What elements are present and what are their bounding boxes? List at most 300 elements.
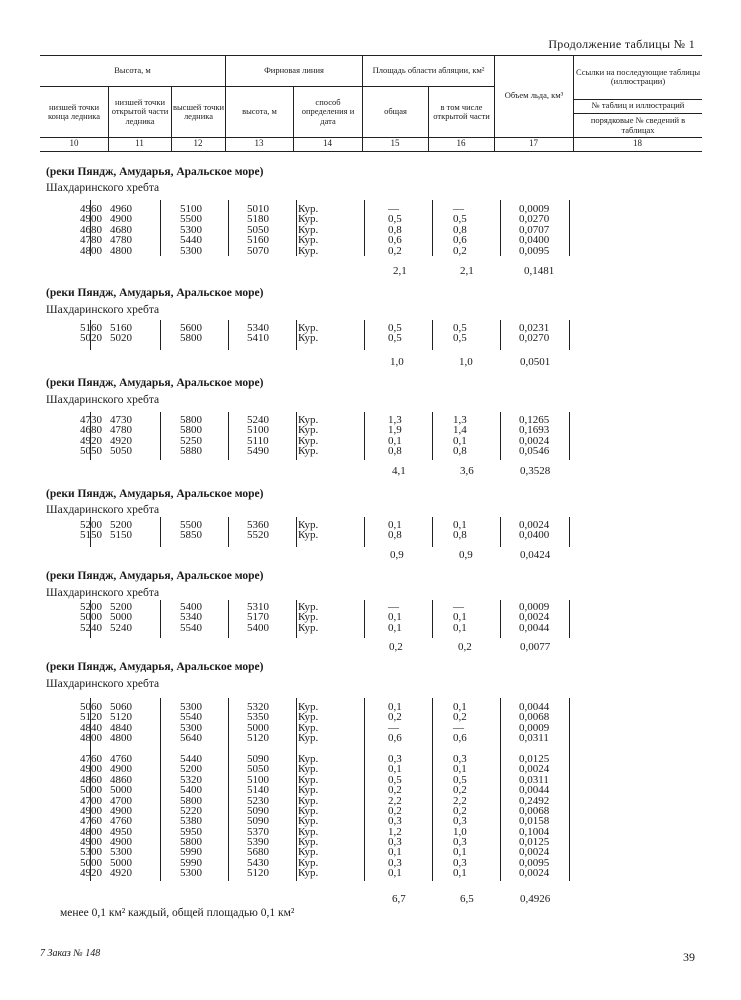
ablation-area: 0,2 <box>388 804 402 817</box>
low-open-height: 5060 <box>110 701 132 713</box>
low-open-height: 5200 <box>110 601 132 613</box>
ablation-area: 0,2 <box>388 244 402 257</box>
section-subtitle: Шахдаринского хребта <box>46 304 160 316</box>
high-point-height: 5540 <box>180 711 202 724</box>
ice-volume: 0,0024 <box>519 434 550 447</box>
high-point-height: 5800 <box>180 332 202 345</box>
firn-method: Кур. <box>298 701 319 713</box>
total-ice-volume: 0,0501 <box>520 356 551 368</box>
ablation-open-area: 0,1 <box>453 611 467 624</box>
high-point-height: 5440 <box>180 752 202 765</box>
data-block <box>40 324 702 345</box>
col18-subheader-numbers: № таблиц и иллюстраций <box>591 100 685 111</box>
table-row <box>40 447 702 457</box>
ablation-open-area: 0,1 <box>453 763 467 776</box>
firn-method: Кур. <box>298 752 319 765</box>
low-end-height: 4860 <box>80 773 102 786</box>
ablation-open-area: 0,1 <box>453 867 467 880</box>
table-row <box>40 205 702 215</box>
low-open-height: 5200 <box>110 519 132 531</box>
firn-height: 5400 <box>247 621 269 634</box>
firn-height: 5100 <box>247 424 269 437</box>
low-open-height: 4780 <box>110 424 132 437</box>
total-ice-volume: 0,4926 <box>520 893 551 905</box>
firn-height: 5000 <box>247 721 269 734</box>
table-row <box>40 603 702 613</box>
firn-method: Кур. <box>298 332 319 345</box>
ice-volume: 0,0044 <box>519 621 550 634</box>
low-open-height: 4950 <box>110 825 132 838</box>
ablation-area: 0,1 <box>388 846 402 859</box>
low-end-height: 4800 <box>80 825 102 838</box>
firn-method: Кур. <box>298 825 319 838</box>
table-row <box>40 236 702 246</box>
table-row <box>40 838 702 848</box>
table-row <box>40 416 702 426</box>
high-point-height: 5640 <box>180 732 202 745</box>
ablation-area: 0,5 <box>388 773 402 786</box>
ice-volume: 0,0311 <box>519 732 549 745</box>
total-ice-volume: 0,3528 <box>520 465 551 477</box>
total-area: 2,1 <box>393 265 407 277</box>
low-end-height: 4680 <box>80 223 102 236</box>
col17-header: Объем льда, км³ <box>504 90 564 101</box>
low-open-height: 4760 <box>110 815 132 828</box>
ice-volume: 0,0546 <box>519 445 550 458</box>
low-open-height: 5150 <box>110 529 132 542</box>
firn-height: 5680 <box>247 846 269 859</box>
ice-volume: 0,0024 <box>519 867 550 880</box>
low-end-height: 5000 <box>80 784 102 797</box>
firn-height: 5240 <box>247 414 269 426</box>
high-point-height: 5800 <box>180 794 202 807</box>
low-end-height: 5050 <box>80 445 102 458</box>
footnote: менее 0,1 км² каждый, общей площадью 0,1 км² <box>60 907 295 919</box>
table-header <box>40 55 702 151</box>
low-end-height: 4900 <box>80 804 102 817</box>
ablation-area: 0,1 <box>388 867 402 880</box>
firn-height: 5050 <box>247 223 269 236</box>
firn-height: 5310 <box>247 601 269 613</box>
table-row <box>40 817 702 827</box>
col18-header: Ссылки на последующие таблицы (иллюстрации) <box>575 66 701 86</box>
ablation-area: 0,6 <box>388 234 402 247</box>
low-end-height: 4780 <box>80 234 102 247</box>
table-row <box>40 721 702 734</box>
table-row <box>40 856 702 869</box>
data-block <box>40 205 702 257</box>
ablation-open-area: 0,2 <box>453 804 467 817</box>
low-end-height: 5240 <box>80 621 102 634</box>
col10-header: низшей точки конца ледника <box>47 101 101 121</box>
ablation-open-area: 0,3 <box>453 856 467 869</box>
low-end-height: 4900 <box>80 763 102 776</box>
ice-volume: 0,0400 <box>519 529 550 542</box>
firn-method: Кур. <box>298 867 319 880</box>
low-open-height: 4700 <box>110 794 132 807</box>
low-open-height: 4680 <box>110 223 132 236</box>
ablation-open-area: — <box>453 203 464 215</box>
ablation-open-area: 0,1 <box>453 434 467 447</box>
firn-method: Кур. <box>298 414 319 426</box>
table-row <box>40 794 702 807</box>
firn-height: 5370 <box>247 825 269 838</box>
firn-method: Кур. <box>298 732 319 745</box>
high-point-height: 5800 <box>180 414 202 426</box>
low-end-height: 5000 <box>80 856 102 869</box>
ablation-area: 0,2 <box>388 711 402 724</box>
ice-volume: 0,0009 <box>519 721 550 734</box>
total-area: 0,2 <box>389 641 403 653</box>
ice-volume: 0,0400 <box>519 234 550 247</box>
high-point-height: 5400 <box>180 601 202 613</box>
ablation-area: — <box>388 721 399 734</box>
column-number: 14 <box>323 138 332 148</box>
low-end-height: 5160 <box>80 322 102 334</box>
low-open-height: 4800 <box>110 732 132 745</box>
ablation-area: 0,3 <box>388 815 402 828</box>
table-row <box>40 324 702 334</box>
low-open-height: 4900 <box>110 213 132 226</box>
low-open-height: 4900 <box>110 763 132 776</box>
table-row <box>40 521 702 531</box>
low-end-height: 5200 <box>80 601 102 613</box>
ice-volume: 0,0270 <box>519 213 550 226</box>
table-row <box>40 215 702 225</box>
low-open-height: 4760 <box>110 752 132 765</box>
firn-method: Кур. <box>298 763 319 776</box>
ablation-open-area: 0,1 <box>453 621 467 634</box>
high-point-height: 5100 <box>180 203 202 215</box>
ablation-area: 0,3 <box>388 836 402 849</box>
section-title: (реки Пяндж, Амударья, Аральское море) <box>46 488 264 500</box>
low-open-height: 5000 <box>110 784 132 797</box>
firn-method: Кур. <box>298 322 319 334</box>
firn-method: Кур. <box>298 611 319 624</box>
table-row <box>40 434 702 447</box>
low-end-height: 5020 <box>80 332 102 345</box>
page-number: 39 <box>683 950 695 964</box>
firn-method: Кур. <box>298 711 319 724</box>
low-open-height: 5300 <box>110 846 132 859</box>
ablation-open-area: 0,6 <box>453 234 467 247</box>
ice-volume: 0,1004 <box>519 825 550 838</box>
low-open-height: 4860 <box>110 773 132 786</box>
data-block <box>40 521 702 542</box>
firn-method: Кур. <box>298 601 319 613</box>
low-end-height: 4800 <box>80 244 102 257</box>
firn-method: Кур. <box>298 621 319 634</box>
ice-volume: 0,0231 <box>519 322 550 334</box>
section-subtitle: Шахдаринского хребта <box>46 504 160 516</box>
low-end-height: 4730 <box>80 414 102 426</box>
low-open-height: 5020 <box>110 332 132 345</box>
low-end-height: 4900 <box>80 213 102 226</box>
total-ice-volume: 0,0077 <box>520 641 551 653</box>
high-point-height: 5800 <box>180 836 202 849</box>
ablation-area: 1,9 <box>388 424 402 437</box>
low-end-height: 4680 <box>80 424 102 437</box>
ablation-area: 0,1 <box>388 763 402 776</box>
data-block <box>40 703 702 880</box>
low-end-height: 5300 <box>80 846 102 859</box>
ablation-open-area: 0,5 <box>453 322 467 334</box>
firn-height: 5340 <box>247 322 269 334</box>
ice-volume: 0,0068 <box>519 711 550 724</box>
ablation-open-area: 0,1 <box>453 519 467 531</box>
firn-height: 5070 <box>247 244 269 257</box>
firn-height: 5520 <box>247 529 269 542</box>
high-point-height: 5540 <box>180 621 202 634</box>
print-order-number: 7 Заказ № 148 <box>40 948 101 959</box>
ablation-area: 0,8 <box>388 529 402 542</box>
low-end-height: 4920 <box>80 867 102 880</box>
low-end-height: 4760 <box>80 752 102 765</box>
ice-volume: 0,0125 <box>519 752 550 765</box>
ablation-open-area: 0,5 <box>453 773 467 786</box>
ice-volume: 0,0125 <box>519 836 550 849</box>
table-row <box>40 703 702 713</box>
section-subtitle: Шахдаринского хребта <box>46 678 160 690</box>
high-point-height: 5250 <box>180 434 202 447</box>
ablation-area: 0,6 <box>388 732 402 745</box>
high-point-height: 5380 <box>180 815 202 828</box>
low-end-height: 5060 <box>80 701 102 713</box>
ablation-open-area: 0,3 <box>453 836 467 849</box>
ablation-area: 1,2 <box>388 825 402 838</box>
total-area: 1,0 <box>390 356 404 368</box>
firn-height: 5490 <box>247 445 269 458</box>
firn-height: 5180 <box>247 213 269 226</box>
column-number: 10 <box>69 138 79 148</box>
total-open-area: 6,5 <box>460 893 474 905</box>
ablation-open-area: 2,2 <box>453 794 467 807</box>
ablation-area: 0,1 <box>388 701 402 713</box>
high-point-height: 5440 <box>180 234 202 247</box>
ablation-open-area: 0,8 <box>453 445 467 458</box>
ablation-area: 0,1 <box>388 519 402 531</box>
firn-method: Кур. <box>298 856 319 869</box>
firn-height: 5360 <box>247 519 269 531</box>
high-point-height: 5200 <box>180 763 202 776</box>
ablation-area: 0,8 <box>388 223 402 236</box>
firn-height: 5050 <box>247 763 269 776</box>
ablation-open-area: 0,1 <box>453 846 467 859</box>
low-open-height: 4900 <box>110 804 132 817</box>
high-point-height: 5300 <box>180 721 202 734</box>
ablation-open-area: 0,5 <box>453 332 467 345</box>
col16-header: в том числе открытой части <box>433 101 490 121</box>
firn-height: 5120 <box>247 732 269 745</box>
firn-method: Кур. <box>298 213 319 226</box>
firn-height: 5350 <box>247 711 269 724</box>
ablation-open-area: 0,2 <box>453 711 467 724</box>
ablation-open-area: — <box>453 601 464 613</box>
table-row <box>40 752 702 765</box>
table-row <box>40 713 702 723</box>
ablation-open-area: 0,3 <box>453 815 467 828</box>
total-open-area: 3,6 <box>460 465 474 477</box>
firn-method: Кур. <box>298 244 319 257</box>
ablation-open-area: 1,3 <box>453 414 467 426</box>
ablation-open-area: 0,2 <box>453 244 467 257</box>
high-point-height: 5500 <box>180 519 202 531</box>
low-end-height: 4960 <box>80 203 102 215</box>
ablation-area: 0,3 <box>388 752 402 765</box>
firn-height: 5230 <box>247 794 269 807</box>
ice-volume: 0,0024 <box>519 611 550 624</box>
low-open-height: 4920 <box>110 867 132 880</box>
high-point-height: 5500 <box>180 213 202 226</box>
ablation-area: 0,2 <box>388 784 402 797</box>
firn-method: Кур. <box>298 519 319 531</box>
total-area: 6,7 <box>392 893 406 905</box>
ablation-open-area: 0,6 <box>453 732 467 745</box>
low-open-height: 5240 <box>110 621 132 634</box>
col18-subheader-refs: порядковые № сведений в таблицах <box>590 115 686 135</box>
low-end-height: 5200 <box>80 519 102 531</box>
low-end-height: 5120 <box>80 711 102 724</box>
firn-height: 5170 <box>247 611 269 624</box>
height-group-header: Высота, м <box>114 64 151 75</box>
ablation-area: 2,2 <box>388 794 402 807</box>
low-open-height: 4780 <box>110 234 132 247</box>
section-subtitle: Шахдаринского хребта <box>46 182 160 194</box>
data-block <box>40 603 702 634</box>
high-point-height: 5880 <box>180 445 202 458</box>
ice-volume: 0,1693 <box>519 424 550 437</box>
total-open-area: 0,9 <box>459 549 473 561</box>
ablation-area: — <box>388 203 399 215</box>
ice-volume: 0,0095 <box>519 244 550 257</box>
ice-volume: 0,0044 <box>519 784 550 797</box>
col11-header: низшей точки открытой части ледника <box>111 97 169 126</box>
table-row <box>40 621 702 634</box>
high-point-height: 5300 <box>180 223 202 236</box>
low-open-height: 4840 <box>110 721 132 734</box>
low-open-height: 5000 <box>110 611 132 624</box>
high-point-height: 5400 <box>180 784 202 797</box>
firn-method: Кур. <box>298 424 319 437</box>
ice-volume: 0,0068 <box>519 804 550 817</box>
column-number: 13 <box>254 138 264 148</box>
ice-volume: 0,0024 <box>519 846 550 859</box>
high-point-height: 5300 <box>180 244 202 257</box>
table-row <box>40 848 702 858</box>
firn-height: 5090 <box>247 815 269 828</box>
ablation-open-area: 1,0 <box>453 825 467 838</box>
firn-height: 5100 <box>247 773 269 786</box>
high-point-height: 5990 <box>180 856 202 869</box>
ablation-open-area: 0,1 <box>453 701 467 713</box>
high-point-height: 5950 <box>180 825 202 838</box>
section-title: (реки Пяндж, Амударья, Аральское море) <box>46 166 264 178</box>
area-group-header: Площадь области абляции, км² <box>372 64 485 75</box>
ice-volume: 0,1265 <box>519 414 550 426</box>
total-open-area: 1,0 <box>459 356 473 368</box>
firn-height: 5430 <box>247 856 269 869</box>
ice-volume: 0,0024 <box>519 519 550 531</box>
low-end-height: 4840 <box>80 721 102 734</box>
ablation-area: 0,5 <box>388 213 402 226</box>
firn-method: Кур. <box>298 836 319 849</box>
table-row <box>40 334 702 344</box>
table-continuation-caption: Продолжение таблицы № 1 <box>548 37 695 51</box>
ice-volume: 0,0024 <box>519 763 550 776</box>
firn-method: Кур. <box>298 223 319 236</box>
ablation-open-area: 1,4 <box>453 424 467 437</box>
ablation-open-area: 0,8 <box>453 223 467 236</box>
low-end-height: 4800 <box>80 732 102 745</box>
ice-volume: 0,0095 <box>519 856 550 869</box>
ice-volume: 0,0009 <box>519 601 550 613</box>
firn-method: Кур. <box>298 234 319 247</box>
table-row <box>40 765 702 775</box>
column-number: 12 <box>193 138 203 148</box>
ablation-open-area: 0,2 <box>453 784 467 797</box>
ice-volume: 0,0311 <box>519 773 549 786</box>
low-open-height: 5050 <box>110 445 132 458</box>
data-block <box>40 416 702 458</box>
column-number: 15 <box>390 138 400 148</box>
table-row <box>40 734 702 744</box>
low-end-height: 4900 <box>80 836 102 849</box>
ablation-area: 0,1 <box>388 611 402 624</box>
total-ice-volume: 0,1481 <box>524 265 555 277</box>
col14-header: способ определения и дата <box>301 97 355 126</box>
firn-height: 5390 <box>247 836 269 849</box>
low-end-height: 4920 <box>80 434 102 447</box>
firn-method: Кур. <box>298 445 319 458</box>
low-end-height: 4700 <box>80 794 102 807</box>
firn-method: Кур. <box>298 815 319 828</box>
ice-volume: 0,0707 <box>519 223 550 236</box>
ablation-area: 0,1 <box>388 621 402 634</box>
col12-header: высшей точки ледника <box>172 101 225 121</box>
high-point-height: 5800 <box>180 424 202 437</box>
firn-method: Кур. <box>298 794 319 807</box>
ablation-open-area: 0,8 <box>453 529 467 542</box>
ablation-open-area: 0,5 <box>453 213 467 226</box>
table-row <box>40 773 702 786</box>
high-point-height: 5340 <box>180 611 202 624</box>
section-title: (реки Пяндж, Амударья, Аральское море) <box>46 287 264 299</box>
ablation-area: 0,8 <box>388 445 402 458</box>
firn-method: Кур. <box>298 804 319 817</box>
column-number: 11 <box>135 138 144 148</box>
firn-method: Кур. <box>298 784 319 797</box>
column-number: 16 <box>456 138 466 148</box>
firn-method: Кур. <box>298 773 319 786</box>
firn-height: 5410 <box>247 332 269 345</box>
low-end-height: 5150 <box>80 529 102 542</box>
low-end-height: 4760 <box>80 815 102 828</box>
firn-method: Кур. <box>298 529 319 542</box>
table-row <box>40 804 702 817</box>
section-title: (реки Пяндж, Амударья, Аральское море) <box>46 570 264 582</box>
low-end-height: 5000 <box>80 611 102 624</box>
high-point-height: 5220 <box>180 804 202 817</box>
ablation-area: 0,5 <box>388 322 402 334</box>
column-number: 18 <box>633 138 642 148</box>
high-point-height: 5600 <box>180 322 202 334</box>
table-row <box>40 825 702 838</box>
ablation-open-area: 0,3 <box>453 752 467 765</box>
firn-height: 5090 <box>247 804 269 817</box>
high-point-height: 5850 <box>180 529 202 542</box>
ice-volume: 0,0270 <box>519 332 550 345</box>
table-row <box>40 426 702 436</box>
